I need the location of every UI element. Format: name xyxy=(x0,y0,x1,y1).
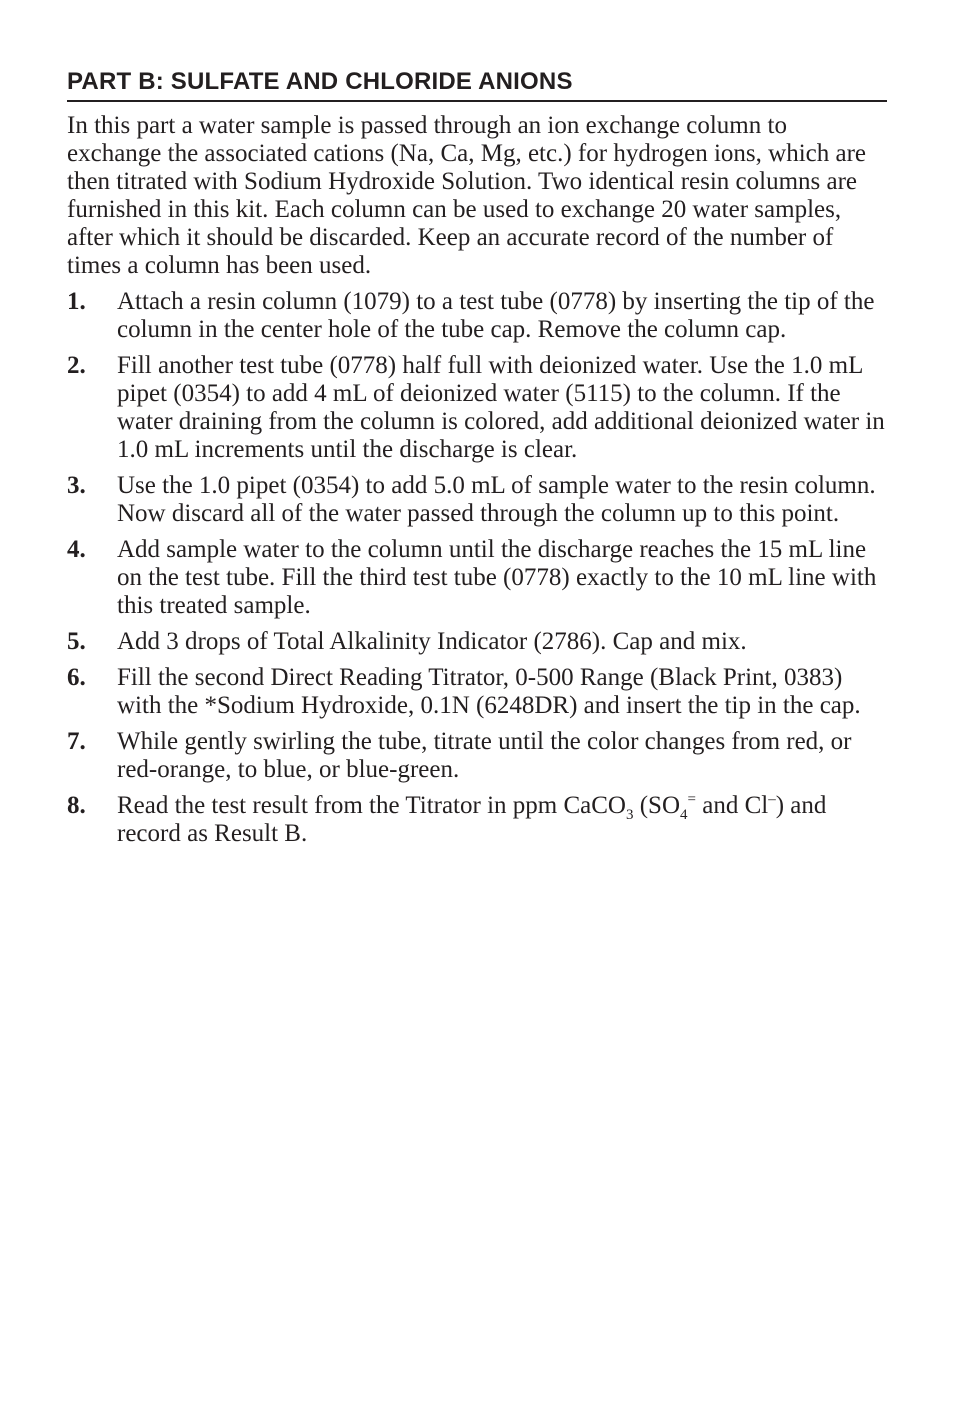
step-number: 4. xyxy=(67,536,86,563)
step-text: Add sample water to the column until the discharge reaches the 15 mL line on the test tube. Fill the third test tube (0778) exactly to the 10 mL line with this treated sample. xyxy=(117,536,877,619)
step-item xyxy=(67,536,887,620)
step-number: 1. xyxy=(67,288,86,315)
step-item xyxy=(67,792,887,848)
intro-paragraph: In this part a water sample is passed through an ion exchange column to exchange the associated cations (Na, Ca, Mg, etc.) for hydrogen ions, which are then titrated with Sodium Hydroxide Solution. Two identical resin columns are furnished in this kit. Each column can be used to exchange 20 water samples, after which it should be discarded. Keep an accurate record of the number of times a column has been used. xyxy=(67,112,867,279)
step-number: 5. xyxy=(67,628,86,655)
step-number: 2. xyxy=(67,352,86,379)
step-number: 6. xyxy=(67,664,86,691)
step-text: Use the 1.0 pipet (0354) to add 5.0 mL of sample water to the resin column. Now discard all of the water passed through the column up to this point. xyxy=(117,472,876,527)
step-text: Fill another test tube (0778) half full with deionized water. Use the 1.0 mL pipet (0354) to add 4 mL of deionized water (5115) to the column. If the water draining from the column is colored, add additional deionized water in 1.0 mL increments until the discharge is clear. xyxy=(117,352,885,463)
subscript: 3 xyxy=(625,807,634,823)
step-text: Fill the second Direct Reading Titrator, 0-500 Range (Black Print, 0383) with the *Sodium Hydroxide, 0.1N (6248DR) and insert the tip in the cap. xyxy=(117,664,861,719)
step-text: Add 3 drops of Total Alkalinity Indicator (2786). Cap and mix. xyxy=(117,628,747,655)
step-item xyxy=(67,352,887,464)
step-text: Attach a resin column (1079) to a test tube (0778) by inserting the tip of the column in the center hole of the tube cap. Remove the column cap. xyxy=(117,288,875,343)
subscript: 4 xyxy=(680,807,688,823)
step-text-part: ) and record as Result B. xyxy=(117,792,827,847)
step-item xyxy=(67,288,887,344)
step-number: 8. xyxy=(67,792,86,819)
document-page xyxy=(67,66,887,856)
step-number: 7. xyxy=(67,728,86,755)
step-number: 3. xyxy=(67,472,86,499)
step-text-part: and Cl xyxy=(696,792,769,819)
step-text-part: Read the test result from the Titrator in ppm CaCO xyxy=(117,792,626,819)
step-item xyxy=(67,628,887,656)
step-item xyxy=(67,664,887,720)
superscript: – xyxy=(768,791,776,808)
superscript: = xyxy=(687,791,696,808)
step-item xyxy=(67,472,887,528)
step-item xyxy=(67,728,887,784)
procedure-steps xyxy=(67,288,887,848)
step-text xyxy=(117,792,887,848)
step-text: While gently swirling the tube, titrate until the color changes from red, or red-orange, to blue, or blue-green. xyxy=(117,728,852,783)
section-heading: PART B: SULFATE AND CHLORIDE ANIONS xyxy=(67,66,887,102)
step-text-part: (SO xyxy=(633,792,681,819)
